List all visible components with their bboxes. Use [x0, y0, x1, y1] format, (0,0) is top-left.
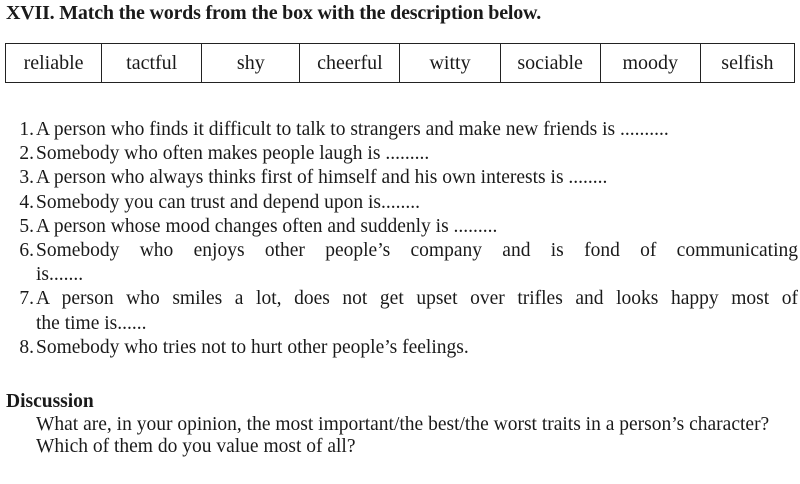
word-witty: witty	[400, 44, 500, 82]
item-number: 1.	[19, 119, 34, 140]
item-number: 7.	[19, 288, 34, 310]
description-list	[8, 118, 798, 360]
exercise-title: XVII. Match the words from the box with the description below.	[6, 2, 541, 24]
discussion-question: Which of them do you value most of all?	[36, 436, 356, 457]
list-item	[8, 191, 798, 215]
discussion-question: What are, in your opinion, the most important/the best/the worst traits in a person’s character?	[36, 413, 770, 435]
list-item	[8, 336, 798, 360]
word-tactful: tactful	[102, 44, 202, 82]
item-text: Somebody who often makes people laugh is .........	[36, 143, 430, 165]
list-item	[8, 239, 798, 263]
item-number: 3.	[19, 167, 34, 189]
word-cheerful: cheerful	[300, 44, 400, 82]
item-text: Somebody who tries not to hurt other people’s feelings.	[36, 336, 469, 358]
item-number: 2.	[19, 143, 34, 165]
item-text: A person who smiles a lot, does not get upset over trifles and looks happy most of	[36, 288, 798, 310]
item-number: 5.	[19, 215, 34, 237]
list-item	[8, 215, 798, 239]
item-number: 4.	[19, 191, 34, 213]
item-number: 6.	[19, 240, 34, 262]
word-shy: shy	[202, 44, 300, 82]
list-item	[8, 166, 798, 190]
discussion-title: Discussion	[6, 391, 94, 412]
word-selfish: selfish	[721, 51, 774, 74]
item-text-continuation: is.......	[36, 264, 84, 286]
discussion-section	[6, 391, 798, 459]
item-text: A person who always thinks first of himself and his own interests is ........	[36, 167, 608, 189]
item-text: A person who finds it difficult to talk to strangers and make new friends is ..........	[36, 119, 669, 140]
word-reliable: reliable	[6, 44, 102, 82]
list-item	[8, 287, 798, 311]
word-box	[5, 43, 795, 83]
item-text-continuation: the time is......	[36, 312, 147, 334]
item-text: Somebody you can trust and depend upon is........	[36, 191, 420, 213]
list-item	[8, 142, 798, 166]
list-item	[8, 118, 798, 142]
item-number: 8.	[19, 336, 34, 358]
item-text: A person whose mood changes often and suddenly is .........	[36, 215, 498, 237]
item-text: Somebody who enjoys other people’s company and is fond of communicating	[36, 240, 798, 262]
word-sociable: sociable	[501, 44, 601, 82]
word-moody: moody	[601, 44, 701, 82]
